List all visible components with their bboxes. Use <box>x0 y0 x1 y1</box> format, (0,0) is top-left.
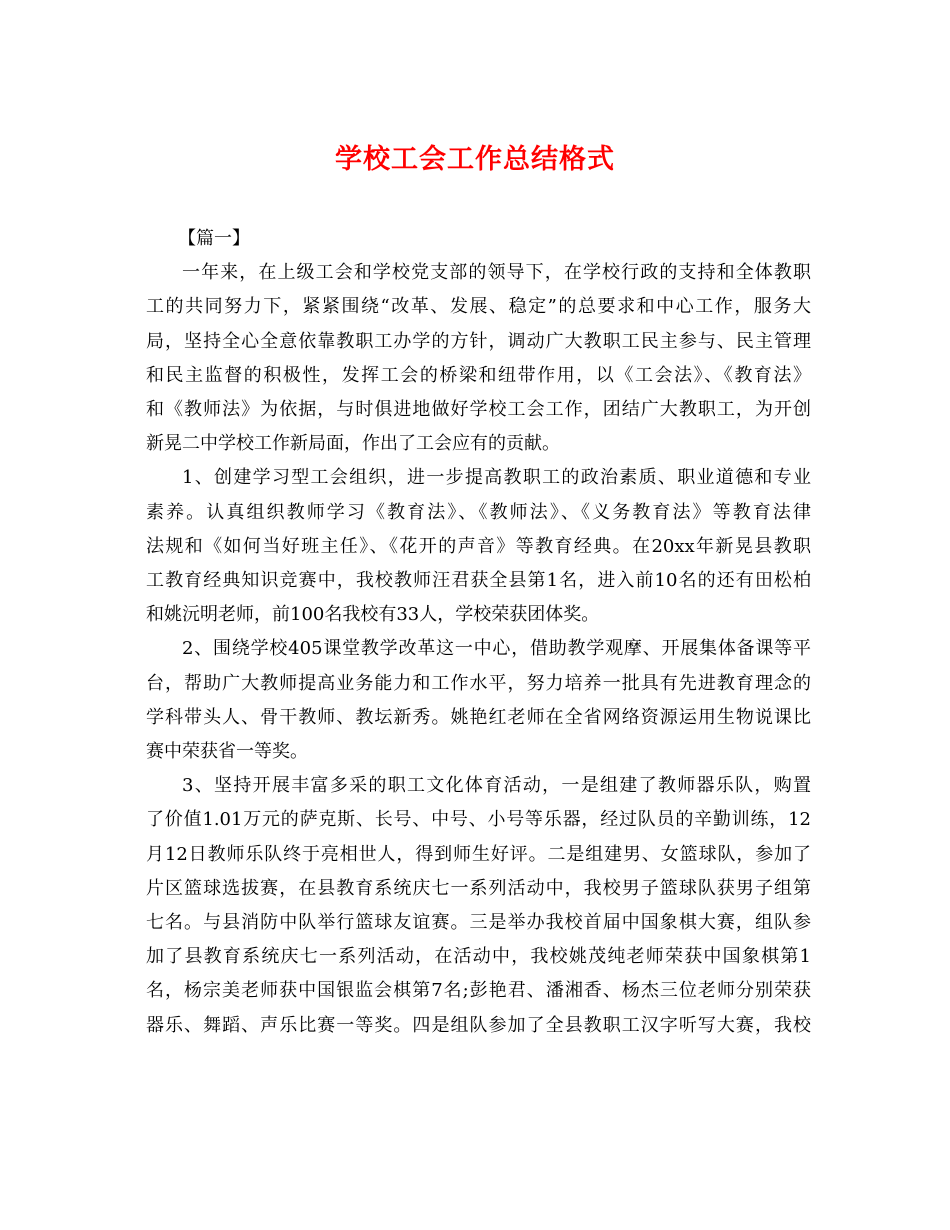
paragraph-line: 工教育经典知识竞赛中，我校教师汪君获全县第1名，进入前10名的还有田松柏 <box>146 570 811 592</box>
paragraph-line: 学科带头人、骨干教师、教坛新秀。姚艳红老师在全省网络资源运用生物说课比 <box>146 706 811 728</box>
paragraph-list <box>146 256 811 1043</box>
paragraph-line: 2、围绕学校405课堂教学改革这一中心，借助教学观摩、开展集体备课等平 <box>182 638 811 660</box>
paragraph-line: 月12日教师乐队终于亮相世人，得到师生好评。二是组建男、女篮球队，参加了 <box>146 843 811 865</box>
paragraph-line: 了价值1.01万元的萨克斯、长号、中号、小号等乐器，经过队员的辛勤训练，12 <box>146 809 811 831</box>
paragraph-line: 和《教师法》为依据，与时俱进地做好学校工会工作，团结广大教职工，为开创 <box>146 399 811 421</box>
paragraph-line: 1、创建学习型工会组织，进一步提高教职工的政治素质、职业道德和专业 <box>182 467 811 489</box>
paragraph-line: 器乐、舞蹈、声乐比赛一等奖。四是组队参加了全县教职工汉字听写大赛，我校 <box>146 1014 811 1036</box>
document-title: 学校工会工作总结格式 <box>335 144 615 175</box>
section-label: 【篇一】 <box>178 228 250 249</box>
paragraph-line: 七名。与县消防中队举行篮球友谊赛。三是举办我校首届中国象棋大赛，组队参 <box>146 912 811 934</box>
paragraph-line: 赛中荣获省一等奖。 <box>146 741 308 763</box>
paragraph <box>146 769 811 1043</box>
paragraph-line: 素养。认真组织教师学习《教育法》、《教师法》、《义务教育法》等教育法律 <box>146 501 811 523</box>
paragraph-line: 片区篮球选拔赛，在县教育系统庆七一系列活动中，我校男子篮球队获男子组第 <box>146 877 811 899</box>
paragraph-line: 新晃二中学校工作新局面，作出了工会应有的贡献。 <box>146 433 560 455</box>
paragraph-line: 一年来，在上级工会和学校党支部的领导下，在学校行政的支持和全体教职 <box>182 262 811 284</box>
paragraph <box>146 632 811 769</box>
paragraph-line: 工的共同努力下，紧紧围绕“改革、发展、稳定”的总要求和中心工作，服务大 <box>146 296 811 318</box>
paragraph-line: 和姚沅明老师，前100名我校有33人，学校荣获团体奖。 <box>146 604 600 626</box>
paragraph-line: 法规和《如何当好班主任》、《花开的声音》等教育经典。在20xx年新晃县教职 <box>146 535 811 557</box>
paragraph-line: 名，杨宗美老师获中国银监会棋第7名;彭艳君、潘湘香、杨杰三位老师分别荣获 <box>146 980 811 1002</box>
paragraph-line: 局，坚持全心全意依靠教职工办学的方针，调动广大教职工民主参与、民主管理 <box>146 330 811 352</box>
document-body <box>146 222 811 1043</box>
paragraph <box>146 461 811 632</box>
paragraph-line: 3、坚持开展丰富多采的职工文化体育活动，一是组建了教师器乐队，购置 <box>182 775 811 797</box>
paragraph-line: 加了县教育系统庆七一系列活动，在活动中，我校姚茂纯老师荣获中国象棋第1 <box>146 946 811 968</box>
paragraph-line: 台，帮助广大教师提高业务能力和工作水平，努力培养一批具有先进教育理念的 <box>146 672 811 694</box>
paragraph-line: 和民主监督的积极性，发挥工会的桥梁和纽带作用，以《工会法》、《教育法》 <box>146 364 811 386</box>
paragraph <box>146 256 811 461</box>
